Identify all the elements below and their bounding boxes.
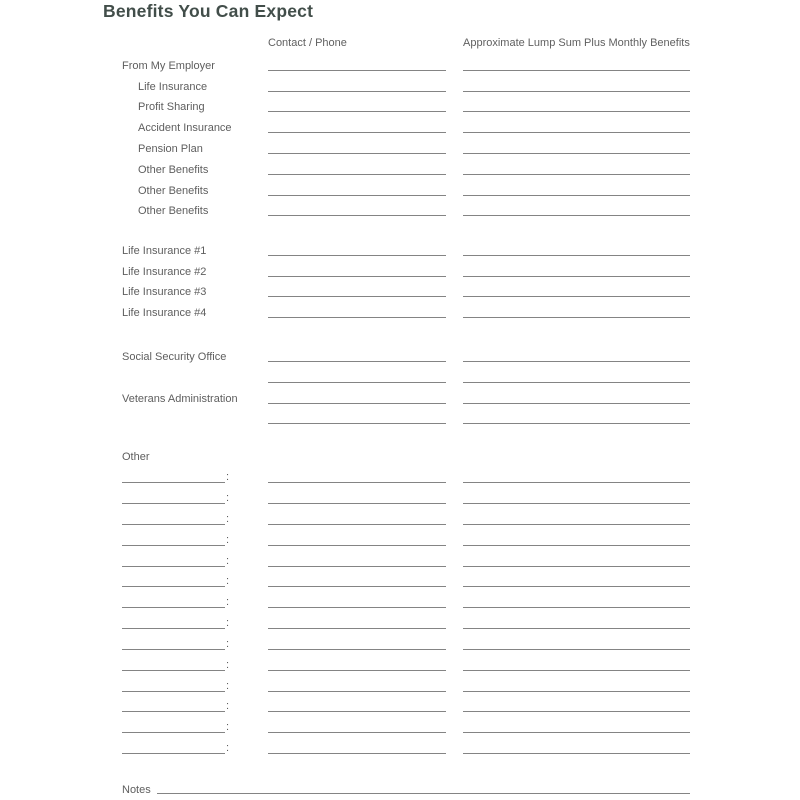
other-label-field[interactable] [122,681,229,692]
other-label-field[interactable] [122,576,229,587]
row-label: Life Insurance #1 [122,244,207,257]
row-label: Life Insurance #3 [122,286,207,299]
form-row [0,341,800,362]
form-row [0,671,800,692]
form-row [0,504,800,525]
form-row [0,587,800,608]
contact-field[interactable] [268,317,446,318]
row-label: Veterans Administration [122,392,238,405]
form-row [0,256,800,277]
form-row [0,567,800,588]
contact-field[interactable] [268,753,446,754]
other-label-field[interactable] [122,493,229,504]
form-row [0,175,800,196]
other-label-line [122,753,225,754]
life-insurance-section [0,235,800,318]
other-label-field[interactable] [122,701,229,712]
row-label: Other Benefits [138,163,209,176]
contact-field[interactable] [268,423,446,424]
other-label-colon: : [226,700,230,713]
other-label-field[interactable] [122,639,229,650]
employer-section [0,50,800,216]
other-label-colon: : [226,658,230,671]
form-row [0,133,800,154]
other-label-colon: : [226,471,230,484]
other-label-field[interactable] [122,535,229,546]
other-label-colon: : [226,617,230,630]
form-row [0,277,800,298]
form-row [0,483,800,504]
row-label: Accident Insurance [138,122,232,135]
other-label-field[interactable] [122,472,229,483]
form-row [0,235,800,256]
form-row [0,297,800,318]
form-row [0,733,800,754]
other-label-colon: : [226,554,230,567]
other-label-colon: : [226,596,230,609]
form-row [0,525,800,546]
form-row [0,383,800,404]
row-label: Other Benefits [138,184,209,197]
other-label-field[interactable] [122,556,229,567]
other-label-field[interactable] [122,722,229,733]
benefits-field[interactable] [463,753,690,754]
row-label: Life Insurance #2 [122,265,207,278]
form-row [0,71,800,92]
benefits-field[interactable] [463,215,690,216]
form-row [0,92,800,113]
other-label-colon: : [226,742,230,755]
other-label-colon: : [226,512,230,525]
contact-field[interactable] [268,215,446,216]
page-title: Benefits You Can Expect [103,1,314,21]
form-row [0,650,800,671]
other-label-colon: : [226,637,230,650]
form-row [0,362,800,383]
row-label: Life Insurance #4 [122,307,207,320]
row-label: Life Insurance [138,80,208,93]
other-label-colon: : [226,533,230,546]
other-label-field[interactable] [122,618,229,629]
form-row [0,608,800,629]
other-section [0,462,800,754]
other-label-field[interactable] [122,597,229,608]
other-label-colon: : [226,721,230,734]
row-label: Other Benefits [138,205,209,218]
form-row [0,546,800,567]
notes-label: Notes [122,784,151,796]
row-label: Pension Plan [138,142,203,155]
other-label-field[interactable] [122,743,229,754]
form-row [0,462,800,483]
other-label-field[interactable] [122,660,229,671]
form-row [0,154,800,175]
row-label: Profit Sharing [138,101,205,114]
other-label-field[interactable] [122,514,229,525]
form-row [0,712,800,733]
form-row [0,692,800,713]
row-label: From My Employer [122,59,215,72]
form-row [0,112,800,133]
form-row [0,404,800,425]
form-row [0,629,800,650]
other-section-heading: Other [122,451,150,463]
notes-row [122,784,690,797]
benefits-field[interactable] [463,317,690,318]
row-label: Social Security Office [122,351,227,364]
other-label-colon: : [226,575,230,588]
benefits-column-header: Approximate Lump Sum Plus Monthly Benefits [463,37,690,49]
contact-column-header: Contact / Phone [268,37,347,49]
other-label-colon: : [226,679,230,692]
other-label-colon: : [226,491,230,504]
form-row [0,196,800,217]
notes-field[interactable] [157,793,690,794]
benefits-field[interactable] [463,423,690,424]
agency-section [0,341,800,424]
form-row [0,50,800,71]
